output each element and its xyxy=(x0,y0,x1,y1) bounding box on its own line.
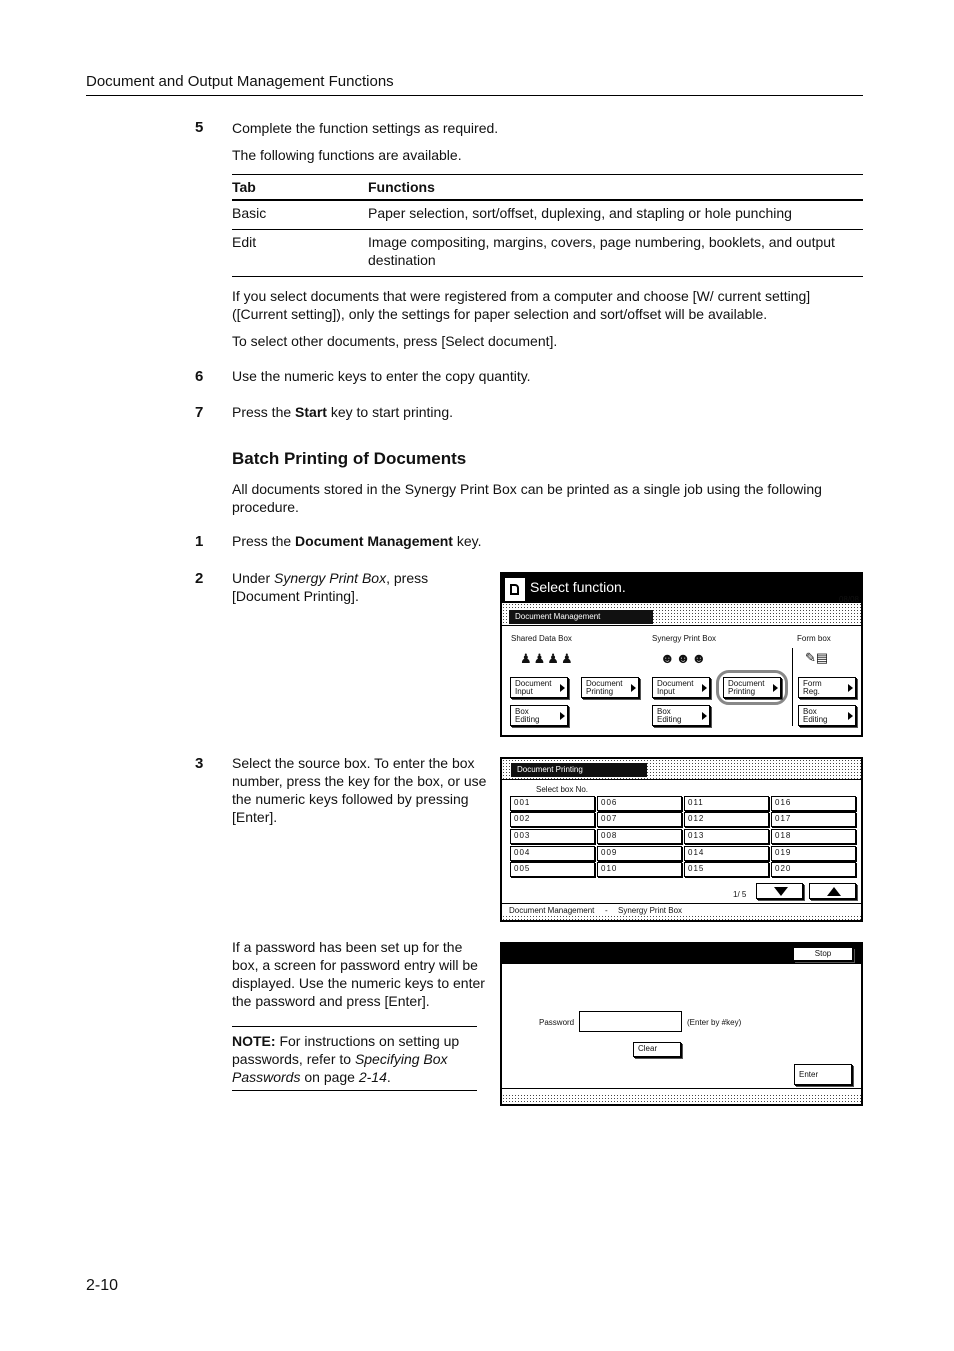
screen-title-bar xyxy=(502,574,861,603)
scroll-down-button[interactable] xyxy=(756,883,803,899)
table-header-tab: Tab xyxy=(232,175,368,201)
note-mid: on page xyxy=(300,1069,359,1085)
screen-date: 08/08 xyxy=(838,595,859,604)
start-key-label: Start xyxy=(295,404,327,420)
button-label-line1: Form xyxy=(803,679,822,688)
footer-rule xyxy=(502,903,861,904)
box-number-button[interactable]: 006 xyxy=(597,796,682,811)
box-number-button[interactable]: 019 xyxy=(771,846,856,861)
button-label-line2: Input xyxy=(657,687,675,696)
functions-table xyxy=(232,174,863,277)
arrow-right-icon xyxy=(848,684,853,692)
tab-rule xyxy=(502,625,861,626)
synergy-users-icon: ☻☻☻ xyxy=(660,650,708,666)
note-bottom-rule xyxy=(232,1090,477,1091)
step-5-paragraph-1: If you select documents that were registered from a computer and choose [W/ current setting] ([Current setting]), only the settings for paper selection and sort/offset will be available. xyxy=(232,288,811,322)
shared-box-editing-button[interactable] xyxy=(510,705,568,726)
box-number-button[interactable]: 014 xyxy=(684,846,769,861)
step-5-intro: The following functions are available. xyxy=(232,147,462,163)
button-label-line2: Editing xyxy=(515,715,540,724)
note-link-title[interactable]: Specifying Box Passwords xyxy=(232,1051,448,1085)
box-number-button[interactable]: 012 xyxy=(684,812,769,827)
table-header-functions: Functions xyxy=(368,175,863,201)
section-title: Batch Printing of Documents xyxy=(232,449,467,468)
batch-step-2-number: 2 xyxy=(195,570,204,587)
screen-title: Select function. xyxy=(530,579,626,595)
synergy-print-box-term: Synergy Print Box xyxy=(274,570,387,586)
password-screen xyxy=(500,942,863,1106)
group-divider xyxy=(792,648,793,726)
button-label-line2: Printing xyxy=(728,687,756,696)
breadcrumb-document-management: Document Management xyxy=(509,906,595,915)
synergy-document-printing-button[interactable] xyxy=(723,677,781,698)
box-number-button[interactable]: 005 xyxy=(510,862,595,877)
running-header: Document and Output Management Functions xyxy=(86,73,394,90)
button-label-line2: Reg. xyxy=(803,687,820,696)
button-label-line1: Box xyxy=(803,707,817,716)
step-7-text xyxy=(232,403,453,421)
tab-document-printing[interactable]: Document Printing xyxy=(511,763,647,777)
box-number-button[interactable]: 007 xyxy=(597,812,682,827)
batch-step-1-post: key. xyxy=(452,533,482,549)
note-top-rule xyxy=(232,1026,477,1027)
synergy-box-editing-button[interactable] xyxy=(652,705,710,726)
table-header-row xyxy=(232,175,863,201)
table-row xyxy=(232,200,863,230)
note-pre: For instructions on setting up passwords, refer to xyxy=(232,1033,460,1067)
step-5-number: 5 xyxy=(195,119,204,136)
table-cell-tab: Edit xyxy=(232,230,368,277)
step-7-text-pre: Press the xyxy=(232,404,296,420)
box-number-button[interactable]: 004 xyxy=(510,846,595,861)
arrow-right-icon xyxy=(702,684,707,692)
box-number-button[interactable]: 020 xyxy=(771,862,856,877)
tab-document-management[interactable]: Document Management xyxy=(509,610,653,624)
button-label-line1: Box xyxy=(515,707,529,716)
step-6-number: 6 xyxy=(195,368,204,385)
step-5-text: Complete the function settings as required. xyxy=(232,120,499,136)
step-7-number: 7 xyxy=(195,404,204,421)
batch-step-2-text xyxy=(232,569,472,605)
box-number-button[interactable]: 008 xyxy=(597,829,682,844)
table-cell-functions: Image compositing, margins, covers, page numbering, booklets, and output destination xyxy=(368,230,863,277)
batch-step-2-post: , press [Document Printing]. xyxy=(232,570,429,604)
batch-step-1-text xyxy=(232,532,481,550)
step-5-paragraph-2: To select other documents, press [Select document]. xyxy=(232,333,558,349)
batch-step-1-pre: Press the xyxy=(232,533,296,549)
box-number-button[interactable]: 011 xyxy=(684,796,769,811)
button-label-line1: Document xyxy=(586,679,623,688)
document-printing-screen xyxy=(500,757,863,922)
arrow-right-icon xyxy=(560,684,565,692)
breadcrumb-separator: - xyxy=(605,906,608,915)
box-number-button[interactable]: 013 xyxy=(684,829,769,844)
batch-step-3-number: 3 xyxy=(195,755,204,772)
note-label: NOTE: xyxy=(232,1033,276,1049)
table-cell-tab: Basic xyxy=(232,200,368,230)
button-label-line1: Document xyxy=(728,679,765,688)
shared-users-icon: ♟♟♟♟ xyxy=(520,651,575,666)
group-shared-data-box: Shared Data Box xyxy=(511,634,572,643)
page-number: 2-10 xyxy=(86,1277,119,1294)
form-icon: ✎▤ xyxy=(805,650,829,665)
stop-button[interactable]: Stop xyxy=(793,947,853,961)
select-box-label: Select box No. xyxy=(536,785,589,794)
box-number-button[interactable]: 015 xyxy=(684,862,769,877)
box-number-button[interactable]: 002 xyxy=(510,812,595,827)
box-number-button[interactable]: 018 xyxy=(771,829,856,844)
shared-document-printing-button[interactable] xyxy=(581,677,639,698)
section-intro: All documents stored in the Synergy Print Box can be printed as a single job using the following procedure. xyxy=(232,481,822,515)
button-label-line1: Box xyxy=(657,707,671,716)
button-label-line2: Editing xyxy=(657,715,682,724)
box-number-button[interactable]: 016 xyxy=(771,796,856,811)
page-indicator: 1/ 5 xyxy=(733,890,747,899)
enter-button[interactable]: Enter xyxy=(794,1064,852,1085)
bottom-strip xyxy=(502,915,861,920)
password-hint: (Enter by #key) xyxy=(687,1018,742,1027)
button-label-line1: Document xyxy=(515,679,552,688)
breadcrumb-synergy-print-box: Synergy Print Box xyxy=(618,906,683,915)
step-7-text-post: key to start printing. xyxy=(326,404,453,420)
button-label-line2: Printing xyxy=(586,687,614,696)
shared-document-input-button[interactable] xyxy=(510,677,568,698)
document-icon xyxy=(505,578,525,601)
note-text xyxy=(232,1032,477,1086)
bottom-strip xyxy=(502,1094,861,1104)
box-number-button[interactable]: 003 xyxy=(510,829,595,844)
box-number-button[interactable]: 017 xyxy=(771,812,856,827)
button-label-line2: Editing xyxy=(803,715,828,724)
password-input[interactable] xyxy=(579,1011,682,1032)
password-label: Password xyxy=(539,1018,575,1027)
arrow-right-icon xyxy=(631,684,636,692)
note-page: 2-14 xyxy=(358,1069,387,1085)
tab-rule xyxy=(502,779,861,780)
select-function-screen xyxy=(500,572,863,737)
clear-button[interactable]: Clear xyxy=(633,1042,681,1057)
form-box-editing-button[interactable] xyxy=(798,705,856,726)
button-label-line2: Input xyxy=(515,687,533,696)
synergy-document-input-button[interactable] xyxy=(652,677,710,698)
box-number-button[interactable]: 010 xyxy=(597,862,682,877)
arrow-right-icon xyxy=(702,712,707,720)
form-reg-button[interactable] xyxy=(798,677,856,698)
arrow-up-icon xyxy=(827,887,841,896)
note-end: . xyxy=(386,1069,391,1085)
arrow-down-icon xyxy=(774,887,788,896)
group-synergy-print-box: Synergy Print Box xyxy=(652,634,717,643)
step-6-text: Use the numeric keys to enter the copy quantity. xyxy=(232,368,531,384)
table-row xyxy=(232,230,863,277)
arrow-right-icon xyxy=(848,712,853,720)
header-rule xyxy=(86,95,863,96)
batch-step-2-pre: Under xyxy=(232,570,275,586)
box-number-button[interactable]: 009 xyxy=(597,846,682,861)
arrow-right-icon xyxy=(773,684,778,692)
batch-step-1-number: 1 xyxy=(195,533,204,550)
scroll-up-button[interactable] xyxy=(809,883,856,899)
group-form-box: Form box xyxy=(797,634,831,643)
batch-step-3-text: Select the source box. To enter the box number, press the key for the box, or use the numeric keys followed by pressing [Enter]. xyxy=(232,755,487,825)
arrow-right-icon xyxy=(560,712,565,720)
password-paragraph: If a password has been set up for the box, a screen for password entry will be displayed. Use the numeric keys to enter the password and press [Enter]. xyxy=(232,939,485,1009)
footer-rule xyxy=(502,1088,861,1089)
button-label-line1: Document xyxy=(657,679,694,688)
document-management-key-label: Document Management xyxy=(295,533,453,549)
box-number-button[interactable]: 001 xyxy=(510,796,595,811)
table-cell-functions: Paper selection, sort/offset, duplexing, and stapling or hole punching xyxy=(368,200,863,230)
